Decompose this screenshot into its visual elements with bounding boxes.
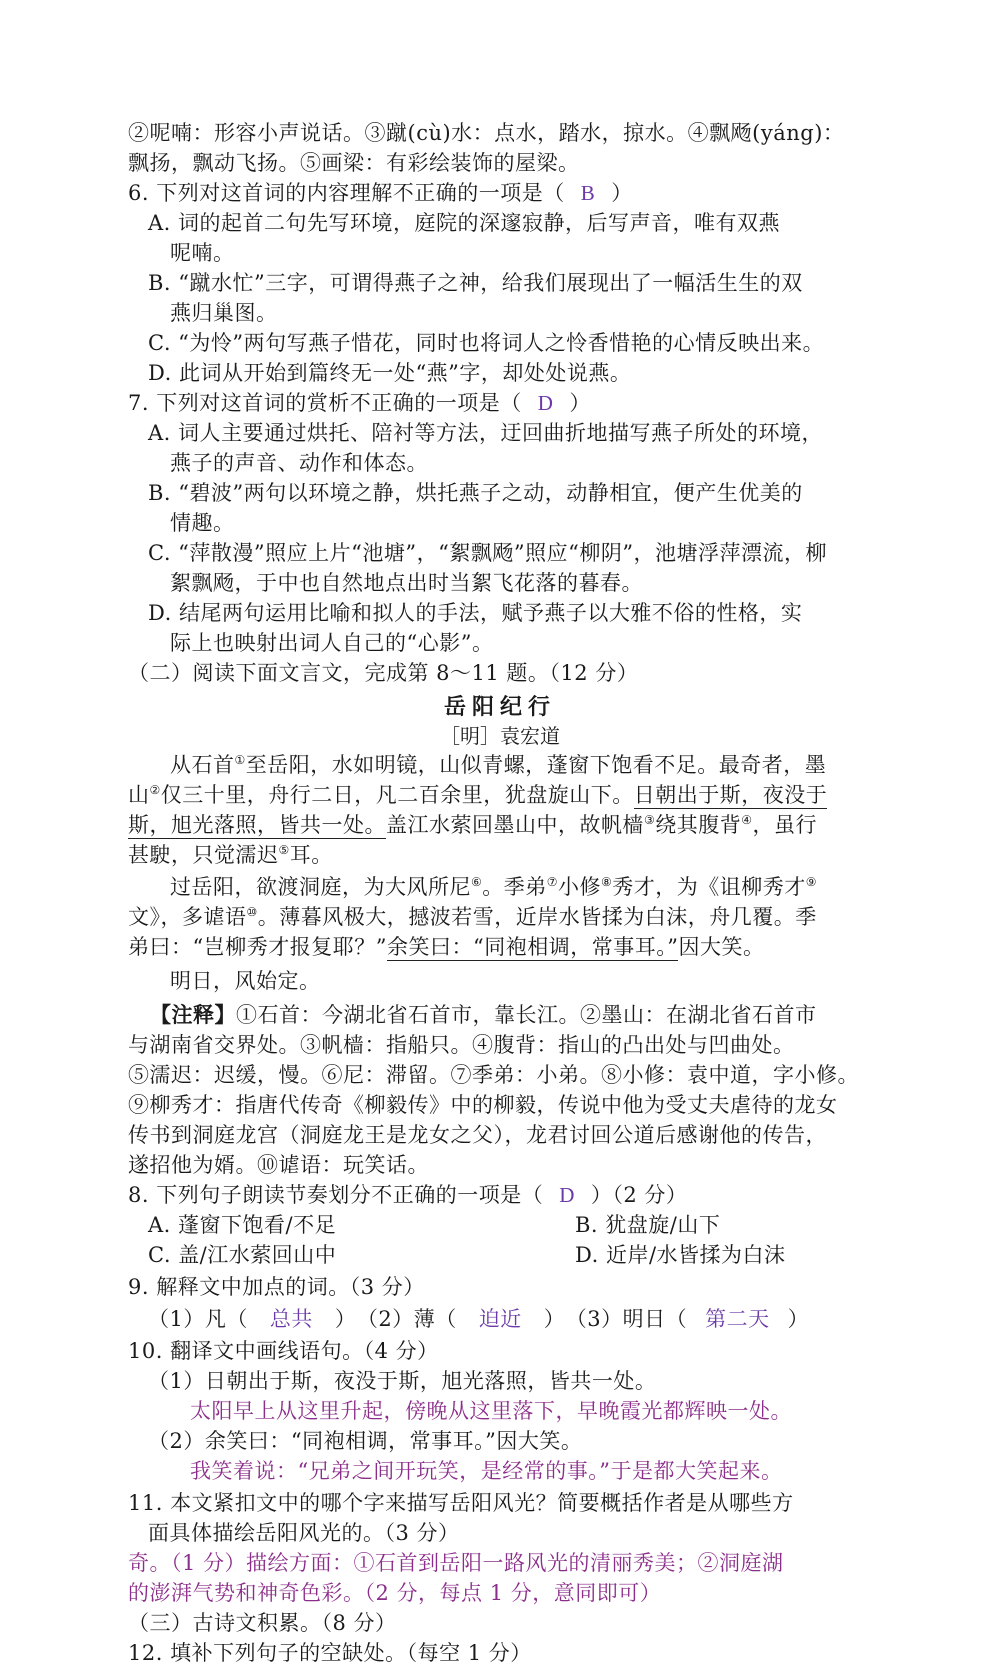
option-6b-cont: 燕归巢图。 [170,301,278,325]
passage-p1-line4: 甚駛，只觉濡迟⑤耳。 [128,843,333,867]
option-6d: D. 此词从开始到篇终无一处“燕”字，却处处说燕。 [148,361,632,385]
passage-p1-line1: 从石首①至岳阳，水如明镜，山似青螺，蓬窗下饱看不足。最奇者，墨 [170,753,827,777]
question-10: 10. 翻译文中画线语句。（4 分） [128,1339,439,1363]
passage-p1-line2: 山②仅三十里，舟行二日，凡二百余里，犹盘旋山下。日朝出于斯，夜没于 [128,783,828,807]
passage-title: 岳阳纪行 [443,694,556,720]
question-9: 9. 解释文中加点的词。（3 分） [128,1275,425,1299]
answer-10-1: 太阳早上从这里升起，傍晚从这里落下，早晚霞光都辉映一处。 [190,1399,792,1423]
passage-p2-line1: 过岳阳，欲渡洞庭，为大风所尼⑥。季弟⑦小修⑧秀才，为《诅柳秀才⑨ [170,875,818,899]
option-7d: D. 结尾两句运用比喻和拟人的手法，赋予燕子以大雅不俗的性格，实 [148,601,803,625]
answer-8: D [559,1183,575,1207]
option-7b-cont: 情趣。 [170,511,235,535]
question-8: 8. 下列句子朗读节奏划分不正确的一项是（ D ）（2 分） [128,1183,688,1207]
answer-9-1: 总共 [269,1307,313,1331]
section-3-heading: （三）古诗文积累。（8 分） [128,1611,397,1635]
option-7d-cont: 际上也映射出词人自己的“心影”。 [170,631,494,655]
question-10-1: （1）日朝出于斯，夜没于斯，旭光落照，皆共一处。 [148,1369,657,1393]
option-7c-cont: 絮飘飏，于中也自然地点出时当絮飞花落的暮春。 [170,571,643,595]
question-12: 12. 填补下列句子的空缺处。（每空 1 分） [128,1641,532,1665]
notes-line-4: ⑨柳秀才：指唐代传奇《柳毅传》中的柳毅，传说中他为受丈夫虐待的龙女 [128,1093,838,1117]
option-7c: C. “萍散漫”照应上片“池塘”，“絮飘飏”照应“柳阴”，池塘浮萍漂流，柳 [148,541,828,565]
notes-line-1: 【注释】①石首：今湖北省石首市，靠长江。②墨山：在湖北省石首市 [150,1002,817,1027]
option-7b: B. “碧波”两句以环境之静，烘托燕子之动，动静相宜，便产生优美的 [148,481,803,505]
question-7: 7. 下列对这首词的赏析不正确的一项是（ D ） [128,391,591,415]
option-6b: B. “蹴水忙”三字，可谓得燕子之神，给我们展现出了一幅活生生的双 [148,271,803,295]
section-2-heading: （二）阅读下面文言文，完成第 8～11 题。（12 分） [128,661,639,685]
answer-11-line2: 的澎湃气势和神奇色彩。（2 分，每点 1 分，意同即可） [128,1581,662,1605]
underlined-sentence-1-cont: 斯，旭光落照，皆共一处。 [128,813,386,837]
question-11-cont: 面具体描绘岳阳风光的。（3 分） [148,1521,460,1545]
passage-p3: 明日，风始定。 [170,969,321,993]
option-6a-cont: 呢喃。 [170,241,235,265]
passage-p2-line3: 弟曰：“岂柳秀才报复耶？”余笑曰：“同袍相调，常事耳。”因大笑。 [128,935,765,959]
answer-9-3: 第二天 [705,1307,770,1331]
question-11: 11. 本文紧扣文中的哪个字来描写岳阳风光？简要概括作者是从哪些方 [128,1491,794,1515]
question-6: 6. 下列对这首词的内容理解不正确的一项是（ B ） [128,181,633,205]
answer-6: B [580,181,596,205]
option-6a: A. 词的起首二句先写环境，庭院的深邃寂静，后写声音，唯有双燕 [148,211,781,235]
answer-11-line1: 奇。（1 分）描绘方面：①石首到岳阳一路风光的清丽秀美；②洞庭湖 [128,1551,784,1575]
option-7a-cont: 燕子的声音、动作和体态。 [170,451,428,475]
passage-p1-line3: 斯，旭光落照，皆共一处。盖江水萦回墨山中，故帆樯③绕其腹背④，虽行 [128,813,818,837]
answer-7: D [537,391,554,415]
option-8a: A. 蓬窗下饱看/不足 [148,1213,337,1237]
answer-10-2: 我笑着说：“兄弟之间开玩笑，是经常的事。”于是都大笑起来。 [190,1459,783,1483]
note-line-2: 飘扬，飘动飞扬。⑤画梁：有彩绘装饰的屋梁。 [128,151,580,175]
option-6c: C. “为怜”两句写燕子惜花，同时也将词人之怜香惜艳的心情反映出来。 [148,331,825,355]
answer-9-2: 迫近 [478,1307,522,1331]
notes-line-3: ⑤濡迟：迟缓，慢。⑥尼：滞留。⑦季弟：小弟。⑧小修：袁中道，字小修。 [128,1063,859,1087]
option-8b: B. 犹盘旋/山下 [575,1213,721,1237]
question-10-2: （2）余笑曰：“同袍相调，常事耳。”因大笑。 [148,1429,583,1453]
passage-p2-line2: 文》，多谑语⑩。薄暮风极大，撼波若雪，近岸水皆揉为白沫，舟几覆。季 [128,905,817,929]
option-7a: A. 词人主要通过烘托、陪衬等方法，迂回曲折地描写燕子所处的环境， [148,421,824,445]
underlined-sentence-1: 日朝出于斯，夜没于 [633,783,828,807]
note-line-1: ②呢喃：形容小声说话。③蹴(cù)水：点水，踏水，掠水。④飘飏(yáng)： [128,121,845,145]
option-8c: C. 盖/江水萦回山中 [148,1243,337,1267]
notes-line-2: 与湖南省交界处。③帆樯：指船只。④腹背：指山的凸出处与凹曲处。 [128,1033,795,1057]
option-8d: D. 近岸/水皆揉为白沫 [575,1243,786,1267]
notes-line-5: 传书到洞庭龙宫（洞庭龙王是龙女之父），龙君讨回公道后感谢他的传告， [128,1123,827,1147]
passage-author: ［明］袁宏道 [440,724,560,748]
notes-label: 【注释】 [150,1002,236,1027]
question-9-answers: （1）凡（ 总共 ） （2）薄（ 迫近 ） （3）明日（ 第二天 ） [148,1307,810,1331]
underlined-sentence-2: 余笑曰：“同袍相调，常事耳。” [386,935,679,959]
notes-line-6: 遂招他为婿。⑩谑语：玩笑话。 [128,1153,429,1177]
